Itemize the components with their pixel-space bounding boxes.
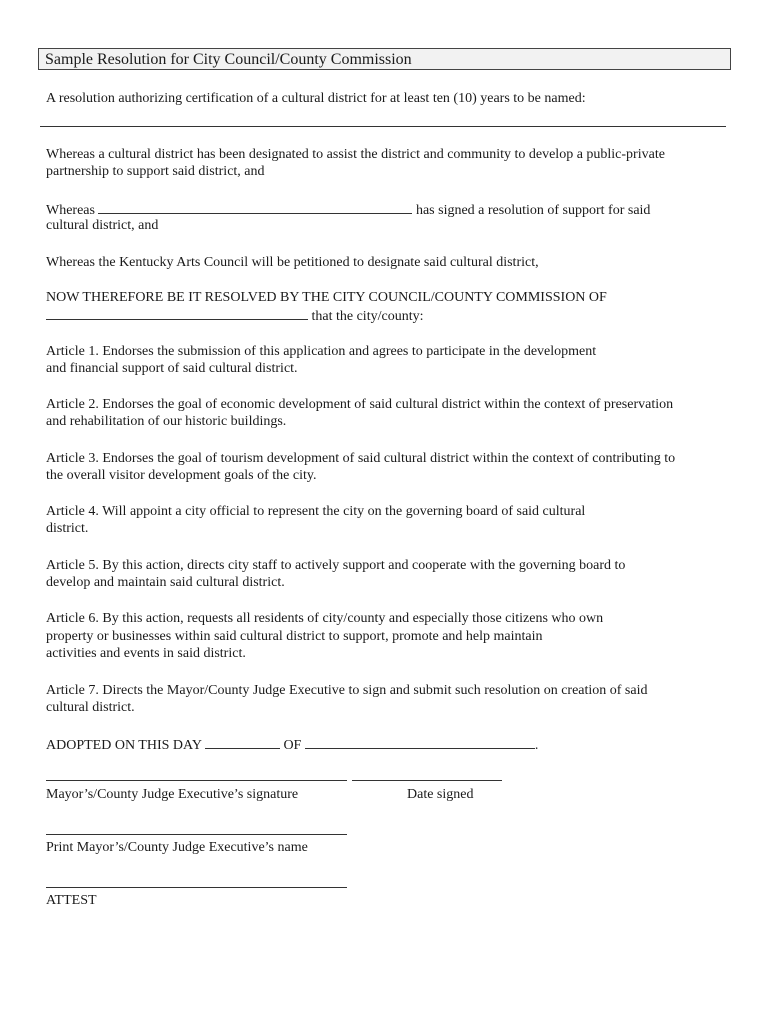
article-4-line-2: district. bbox=[46, 521, 89, 536]
signature-line bbox=[46, 780, 347, 781]
article-2-line-2: and rehabilitation of our historic buildings. bbox=[46, 414, 287, 429]
article-6-line-3: activities and events in said district. bbox=[46, 646, 246, 661]
print-name-line bbox=[46, 834, 347, 835]
signatory-blank bbox=[98, 200, 412, 214]
adopted-of: OF bbox=[283, 738, 302, 753]
resolved-line-2 bbox=[46, 306, 423, 326]
whereas-1-line-1: Whereas a cultural district has been designated to assist the district and community to develop a public-private bbox=[46, 147, 665, 162]
whereas-3: Whereas the Kentucky Arts Council will be petitioned to designate said cultural district, bbox=[46, 255, 539, 270]
day-blank bbox=[205, 735, 280, 749]
month-year-blank bbox=[305, 735, 535, 749]
article-5-line-1: Article 5. By this action, directs city staff to actively support and cooperate with the governing board to bbox=[46, 558, 626, 573]
article-6-line-2: property or businesses within said cultural district to support, promote and help maintain bbox=[46, 629, 543, 644]
article-3-line-2: the overall visitor development goals of the city. bbox=[46, 468, 317, 483]
article-1-line-1: Article 1. Endorses the submission of this application and agrees to participate in the development bbox=[46, 344, 597, 359]
adopted-line bbox=[46, 735, 538, 755]
article-4-line-1: Article 4. Will appoint a city official to represent the city on the governing board of said cultural bbox=[46, 504, 586, 519]
adopted-end: . bbox=[534, 738, 539, 753]
whereas-2-prefix: Whereas bbox=[46, 203, 95, 218]
jurisdiction-blank bbox=[46, 306, 308, 320]
adopted-prefix: ADOPTED ON THIS DAY bbox=[46, 738, 202, 753]
date-label: Date signed bbox=[407, 787, 474, 802]
article-2-line-1: Article 2. Endorses the goal of economic development of said cultural district within the context of preservation bbox=[46, 397, 674, 412]
article-7-line-2: cultural district. bbox=[46, 700, 135, 715]
signature-label: Mayor’s/County Judge Executive’s signature bbox=[46, 787, 299, 802]
whereas-1-line-2: partnership to support said district, and bbox=[46, 164, 265, 179]
article-6-line-1: Article 6. By this action, requests all residents of city/county and especially those citizens who own bbox=[46, 611, 604, 626]
date-line bbox=[352, 780, 502, 781]
intro-text: A resolution authorizing certification of a cultural district for at least ten (10) years to be named: bbox=[46, 91, 586, 106]
article-1-line-2: and financial support of said cultural district. bbox=[46, 361, 298, 376]
article-5-line-2: develop and maintain said cultural district. bbox=[46, 575, 285, 590]
article-7-line-1: Article 7. Directs the Mayor/County Judge Executive to sign and submit such resolution on creation of said bbox=[46, 683, 648, 698]
article-3-line-1: Article 3. Endorses the goal of tourism development of said cultural district within the context of contributing to bbox=[46, 451, 676, 466]
whereas-2-line-2: cultural district, and bbox=[46, 218, 159, 233]
attest-line bbox=[46, 887, 347, 888]
resolved-suffix: that the city/county: bbox=[311, 309, 424, 324]
whereas-2-suffix: has signed a resolution of support for said bbox=[415, 203, 651, 218]
resolved-line-1: NOW THEREFORE BE IT RESOLVED BY THE CITY COUNCIL/COUNTY COMMISSION OF bbox=[46, 290, 607, 305]
print-name-label: Print Mayor’s/County Judge Executive’s name bbox=[46, 840, 308, 855]
document-title: Sample Resolution for City Council/County Commission bbox=[38, 48, 731, 70]
attest-label: ATTEST bbox=[46, 893, 97, 908]
district-name-blank-line bbox=[40, 126, 726, 127]
